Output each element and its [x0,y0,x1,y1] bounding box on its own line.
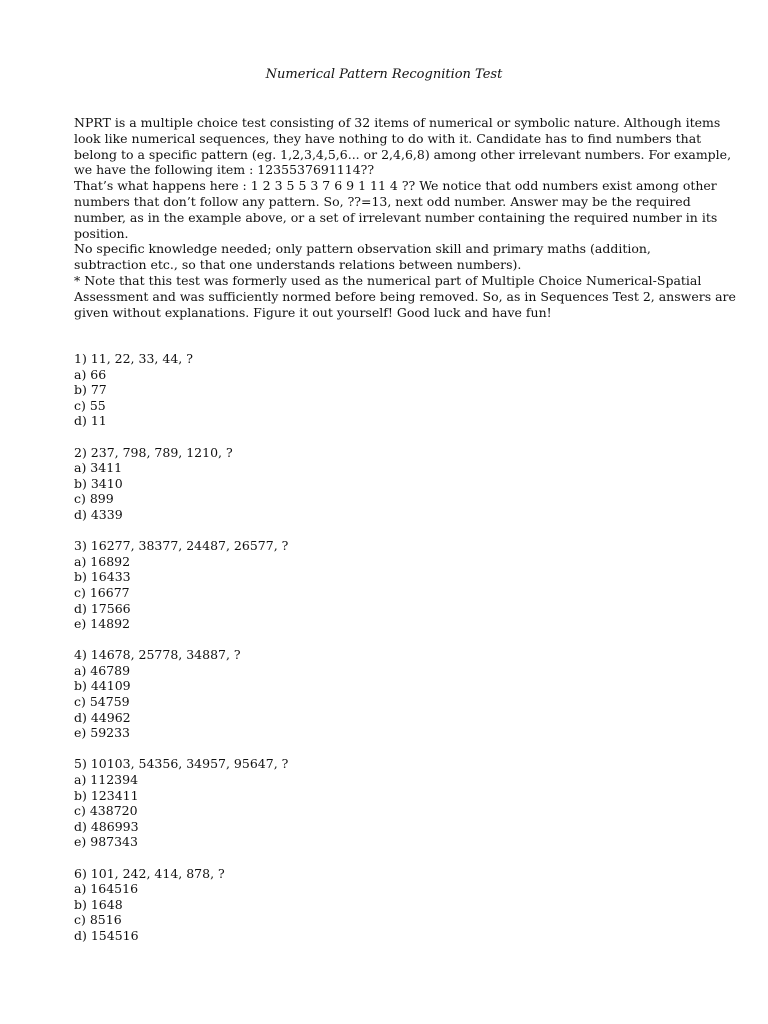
question-list [74,351,714,959]
intro-line: position. [74,225,129,241]
answer-option: b) 1648 [74,896,123,912]
intro-line: number, as in the example above, or a set of irrelevant number containing the required number in its [74,209,718,225]
answer-option: b) 123411 [74,787,139,803]
answer-option: a) 3411 [74,460,123,476]
intro-line: numbers that don’t follow any pattern. So, ??=13, next odd number. Answer may be the required [74,193,691,209]
intro-line: That’s what happens here : 1 2 3 5 5 3 7 6 9 1 11 4 ?? We notice that odd numbers exist among other [74,178,717,194]
answer-option: a) 66 [74,366,107,382]
answer-option: d) 11 [74,413,107,429]
question-stem: 2) 237, 798, 789, 1210, ? [74,444,233,460]
answer-option: c) 438720 [74,803,138,819]
answer-option: d) 4339 [74,506,123,522]
question-stem: 1) 11, 22, 33, 44, ? [74,351,193,366]
question-item [74,351,714,429]
answer-option: e) 987343 [74,834,138,850]
question-stem: 6) 101, 242, 414, 878, ? [74,865,225,881]
answer-option: c) 8516 [74,912,122,928]
intro-line: we have the following item : 1235537691114?? [74,162,375,178]
question-item [74,445,714,523]
answer-option: b) 44109 [74,678,131,694]
answer-option: a) 112394 [74,772,139,788]
answer-option: d) 17566 [74,600,131,616]
answer-option: c) 55 [74,397,106,413]
intro-line: look like numerical sequences, they have nothing to do with it. Candidate has to find numbers that [74,130,702,146]
answer-option: e) 59233 [74,725,131,741]
intro-paragraph [74,115,736,320]
question-stem: 3) 16277, 38377, 24487, 26577, ? [74,538,289,554]
intro-line: * Note that this test was formerly used as the numerical part of Multiple Choice Numerical-Spatial [74,272,702,288]
question-stem: 4) 14678, 25778, 34887, ? [74,647,241,663]
intro-line: subtraction etc., so that one understands relations between numbers). [74,257,522,273]
answer-option: a) 46789 [74,662,131,678]
intro-line: NPRT is a multiple choice test consisting of 32 items of numerical or symbolic nature. Although items [74,115,721,130]
answer-option: d) 486993 [74,818,139,834]
question-item [74,866,714,944]
answer-option: c) 54759 [74,694,130,710]
question-item [74,538,714,632]
question-item [74,756,714,850]
answer-option: b) 77 [74,382,107,398]
intro-line: No specific knowledge needed; only pattern observation skill and primary maths (addition, [74,241,651,257]
document-title: Numerical Pattern Recognition Test [265,67,503,82]
answer-option: c) 16677 [74,584,130,600]
answer-option: a) 164516 [74,881,139,897]
answer-option: e) 14892 [74,616,131,632]
answer-option: d) 154516 [74,927,139,943]
answer-option: b) 3410 [74,475,123,491]
answer-option: a) 16892 [74,553,131,569]
question-item [74,647,714,741]
answer-option: b) 16433 [74,569,131,585]
answer-option: c) 899 [74,491,114,507]
answer-option: d) 44962 [74,709,131,725]
question-stem: 5) 10103, 54356, 34957, 95647, ? [74,756,289,772]
intro-line: Assessment and was sufficiently normed before being removed. So, as in Sequences Test 2, answers are [74,288,736,304]
intro-line: given without explanations. Figure it out yourself! Good luck and have fun! [74,304,552,320]
intro-line: belong to a specific pattern (eg. 1,2,3,4,5,6... or 2,4,6,8) among other irrelevant numbers. For example, [74,146,732,162]
